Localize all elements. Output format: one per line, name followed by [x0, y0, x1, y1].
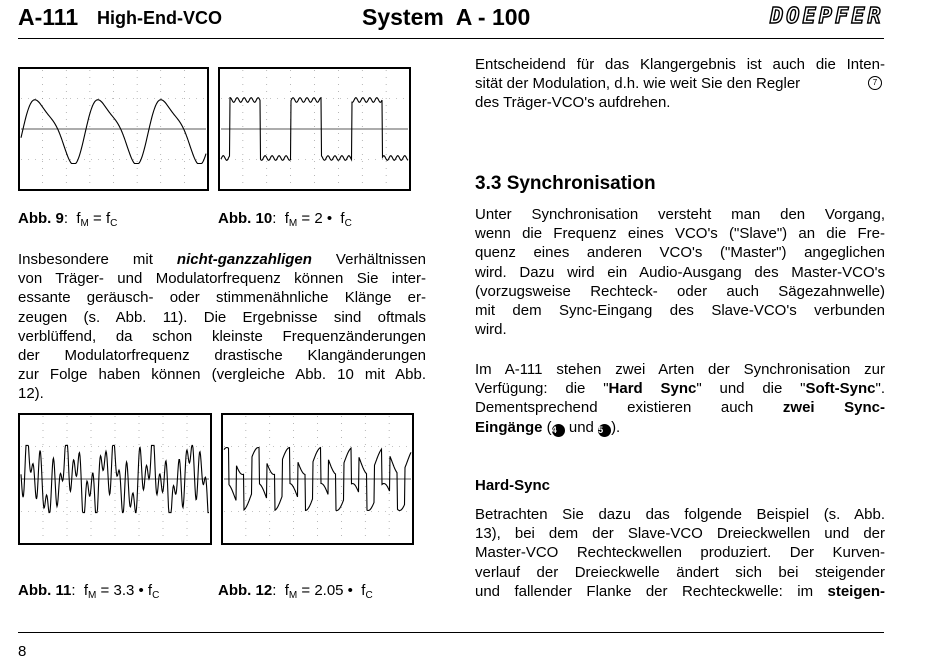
sync-paragraph-1: Unter Synchronisation versteht man den Vorgang, wenn die Frequenz eines VCO's ("Slave") an die Fre- quenz eines anderen VCO's ("Master") angeglichen wird. Dazu wird ein Audio-Ausgang des Master-VCO's (vorzugsweise Rechteck- oder auch Sägezahnwelle) mit dem Sync-Eingang des Slave-VCO's verbunden wird.	[475, 206, 885, 339]
figure-12-oscilloscope	[221, 413, 414, 545]
footer-rule	[18, 632, 884, 633]
socket-4-icon: 4	[552, 424, 565, 437]
module-name: A-111	[18, 4, 79, 30]
hard-sync-heading: Hard-Sync	[475, 477, 551, 494]
header-rule	[18, 38, 884, 39]
figure-12-caption: Abb. 12: $f_M = 2.05$ • $f_C$	[218, 582, 373, 601]
figure-11-caption: Abb. 11: $f_M = 3.3$ • $f_C$	[18, 582, 160, 601]
socket-5-icon: 5	[598, 424, 611, 437]
right-intro-paragraph: Entscheidend für das Klangergebnis ist auch die Inten- sität der Modulation, d.h. wie weit Sie den Regler des Träger-VCO's aufdrehen.	[475, 56, 885, 112]
figure-10-oscilloscope	[218, 67, 411, 191]
figure-11-oscilloscope	[18, 413, 212, 545]
hard-sync-paragraph: Betrachten Sie dazu das folgende Beispiel (s. Abb. 13), bei dem der Slave-VCO Dreieckwellen und der Master-VCO Rechteckwellen produziert. Der Kurven- verlauf der Dreieckwelle ändert sich bei steigender und fallender Flanke der Rechteckwelle: im steigen-	[475, 506, 885, 600]
figure-9-oscilloscope	[18, 67, 209, 191]
left-paragraph: Insbesondere mit nicht-ganzzahligen Verhältnissen von Träger- und Modulatorfrequenz können Sie inter- essante geräusch- oder stimmenähnliche Klänge er- zeugen (s. Abb. 11). Die Ergebnisse sind oftmals verblüffend, da schon kleinste Frequenzänderungen der Modulatorfrequenz drastische Klangänderungen zur Folge haben können (vergleiche Abb. 10 mit Abb. 12).	[18, 251, 426, 403]
system-title: System A - 100	[362, 4, 531, 30]
section-title: 3.3 Synchronisation	[475, 173, 656, 194]
figure-10-caption: Abb. 10: $f_M = 2$ • $f_C$	[218, 210, 352, 229]
page-number: 8	[18, 643, 27, 660]
figure-9-caption: Abb. 9: $f_M = f_C$	[18, 210, 118, 229]
knob-reference-icon: 7	[868, 76, 882, 90]
doepfer-logo: DOEPFER	[770, 4, 884, 29]
sync-paragraph-2: Im A-111 stehen zwei Arten der Synchronisation zur Verfügung: die "Hard Sync" und die "Soft-Sync". Dementsprechend existieren auch zwei Sync- Eingänge (4 und 5 ).	[475, 361, 885, 436]
module-subtitle: High-End-VCO	[97, 8, 222, 28]
